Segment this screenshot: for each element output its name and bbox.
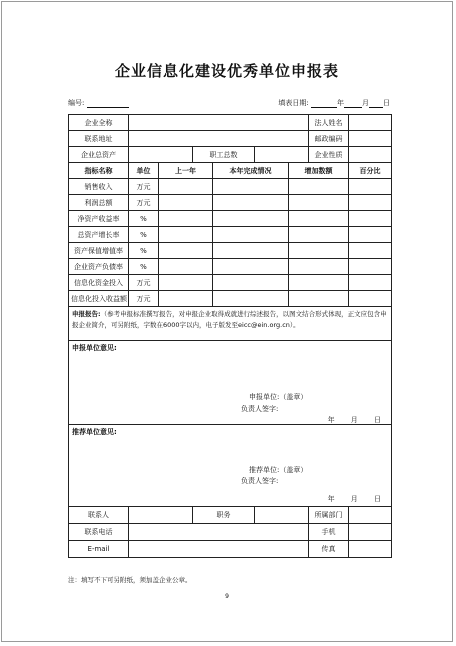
indicator-name: 总资产增长率 <box>69 227 129 243</box>
increase-cell[interactable] <box>289 227 349 243</box>
applicant-signature-label: 负责人签字: <box>241 405 279 413</box>
report-section[interactable] <box>69 307 392 341</box>
indicator-unit: 万元 <box>129 179 159 195</box>
year-blank[interactable] <box>311 99 337 108</box>
day-blank[interactable] <box>369 99 383 108</box>
form-meta-line <box>68 98 390 110</box>
col-header-unit: 单位 <box>129 163 159 179</box>
number-label: 编号: <box>68 99 85 107</box>
col-header-increase: 增加数额 <box>289 163 349 179</box>
nature-label: 企业性质 <box>309 147 349 163</box>
last-year-cell[interactable] <box>159 291 213 307</box>
fax-label: 传真 <box>309 541 349 558</box>
indicator-name: 销售收入 <box>69 179 129 195</box>
fill-date-field <box>278 98 390 108</box>
fill-date-label: 填表日期: <box>278 99 309 107</box>
form-title: 企业信息化建设优秀单位申报表 <box>114 62 339 80</box>
indicator-unit: % <box>129 211 159 227</box>
address-label: 联系地址 <box>69 131 129 147</box>
increase-cell[interactable] <box>289 211 349 227</box>
col-header-last-year: 上一年 <box>159 163 213 179</box>
postcode-label: 邮政编码 <box>309 131 349 147</box>
last-year-cell[interactable] <box>159 243 213 259</box>
company-name-label: 企业全称 <box>69 115 129 131</box>
indicator-unit: % <box>129 227 159 243</box>
day-label: 日 <box>383 99 390 107</box>
last-year-cell[interactable] <box>159 179 213 195</box>
this-year-cell[interactable] <box>213 275 289 291</box>
table-row <box>69 243 392 259</box>
number-field <box>68 98 129 108</box>
legal-rep-value[interactable] <box>349 115 392 131</box>
applicant-opinion-label: 申报单位意见: <box>72 344 117 352</box>
this-year-cell[interactable] <box>213 179 289 195</box>
indicator-unit: 万元 <box>129 291 159 307</box>
indicator-unit: 万元 <box>129 195 159 211</box>
phone-value[interactable] <box>129 524 309 541</box>
last-year-cell[interactable] <box>159 195 213 211</box>
table-row <box>69 275 392 291</box>
total-assets-value[interactable] <box>129 147 193 163</box>
last-year-cell[interactable] <box>159 275 213 291</box>
this-year-cell[interactable] <box>213 291 289 307</box>
this-year-cell[interactable] <box>213 243 289 259</box>
fax-value[interactable] <box>349 541 392 558</box>
percent-cell[interactable] <box>349 259 392 275</box>
percent-cell[interactable] <box>349 291 392 307</box>
phone-label: 联系电话 <box>69 524 129 541</box>
increase-cell[interactable] <box>289 291 349 307</box>
this-year-cell[interactable] <box>213 195 289 211</box>
increase-cell[interactable] <box>289 259 349 275</box>
email-value[interactable] <box>129 541 309 558</box>
indicator-unit: 万元 <box>129 275 159 291</box>
percent-cell[interactable] <box>349 275 392 291</box>
last-year-cell[interactable] <box>159 259 213 275</box>
percent-cell[interactable] <box>349 227 392 243</box>
table-row <box>69 179 392 195</box>
percent-cell[interactable] <box>349 211 392 227</box>
month-blank[interactable] <box>344 99 362 108</box>
this-year-cell[interactable] <box>213 259 289 275</box>
recommend-signature-label: 负责人签字: <box>241 477 279 485</box>
company-name-value[interactable] <box>129 115 309 131</box>
indicator-name: 净资产收益率 <box>69 211 129 227</box>
increase-cell[interactable] <box>289 179 349 195</box>
indicator-name: 信息化投入收益额 <box>69 291 129 307</box>
last-year-cell[interactable] <box>159 227 213 243</box>
table-row <box>69 195 392 211</box>
recommend-opinion-section[interactable] <box>69 425 392 507</box>
indicator-name: 资产保值增值率 <box>69 243 129 259</box>
position-value[interactable] <box>255 507 309 524</box>
contact-person-value[interactable] <box>129 507 193 524</box>
percent-cell[interactable] <box>349 195 392 211</box>
employees-value[interactable] <box>255 147 309 163</box>
postcode-value[interactable] <box>349 131 392 147</box>
table-row <box>69 227 392 243</box>
mobile-value[interactable] <box>349 524 392 541</box>
applicant-opinion-section[interactable] <box>69 341 392 425</box>
table-row <box>69 211 392 227</box>
report-label: 申报报告: <box>72 310 101 318</box>
year-label: 年 <box>337 99 344 107</box>
applicant-date-label: 年 月 日 <box>327 416 382 424</box>
footnote: 注：填写不下可另附纸，须加盖企业公章。 <box>68 576 192 584</box>
indicator-unit: % <box>129 259 159 275</box>
total-assets-label: 企业总资产 <box>69 147 129 163</box>
position-label: 职务 <box>193 507 255 524</box>
recommend-date-label: 年 月 日 <box>327 495 382 503</box>
nature-value[interactable] <box>349 147 392 163</box>
address-value[interactable] <box>129 131 309 147</box>
table-row <box>69 291 392 307</box>
indicator-name: 信息化资金投入 <box>69 275 129 291</box>
legal-rep-label: 法人姓名 <box>309 115 349 131</box>
department-label: 所属部门 <box>309 507 349 524</box>
month-label: 月 <box>362 99 369 107</box>
number-blank[interactable] <box>87 99 129 108</box>
increase-cell[interactable] <box>289 243 349 259</box>
mobile-label: 手机 <box>309 524 349 541</box>
last-year-cell[interactable] <box>159 211 213 227</box>
indicator-unit: % <box>129 243 159 259</box>
application-form-table <box>68 114 392 558</box>
indicator-name: 利润总额 <box>69 195 129 211</box>
percent-cell[interactable] <box>349 243 392 259</box>
this-year-cell[interactable] <box>213 227 289 243</box>
contact-person-label: 联系人 <box>69 507 129 524</box>
table-row <box>69 259 392 275</box>
applicant-unit-seal-label: 申报单位:（盖章） <box>249 393 308 401</box>
recommend-opinion-label: 推荐单位意见: <box>72 428 117 436</box>
indicator-name: 企业资产负债率 <box>69 259 129 275</box>
page-number: 9 <box>225 593 229 600</box>
document-page <box>1 1 453 642</box>
col-header-percent: 百分比 <box>349 163 392 179</box>
email-label: E-mail <box>69 541 129 558</box>
col-header-this-year: 本年完成情况 <box>213 163 289 179</box>
this-year-cell[interactable] <box>213 211 289 227</box>
percent-cell[interactable] <box>349 179 392 195</box>
increase-cell[interactable] <box>289 195 349 211</box>
department-value[interactable] <box>349 507 392 524</box>
employees-label: 职工总数 <box>193 147 255 163</box>
increase-cell[interactable] <box>289 275 349 291</box>
report-instructions: （参考申报标准撰写报告，对申报企业取得成就进行综述报告，以图文结合形式体现，正文应包含申报企业简介，可另附纸，字数在6000字以内，电子版发至eicc@ein.org.cn）。 <box>72 310 387 329</box>
recommend-unit-seal-label: 推荐单位:（盖章） <box>249 466 308 474</box>
col-header-indicator: 指标名称 <box>69 163 129 179</box>
